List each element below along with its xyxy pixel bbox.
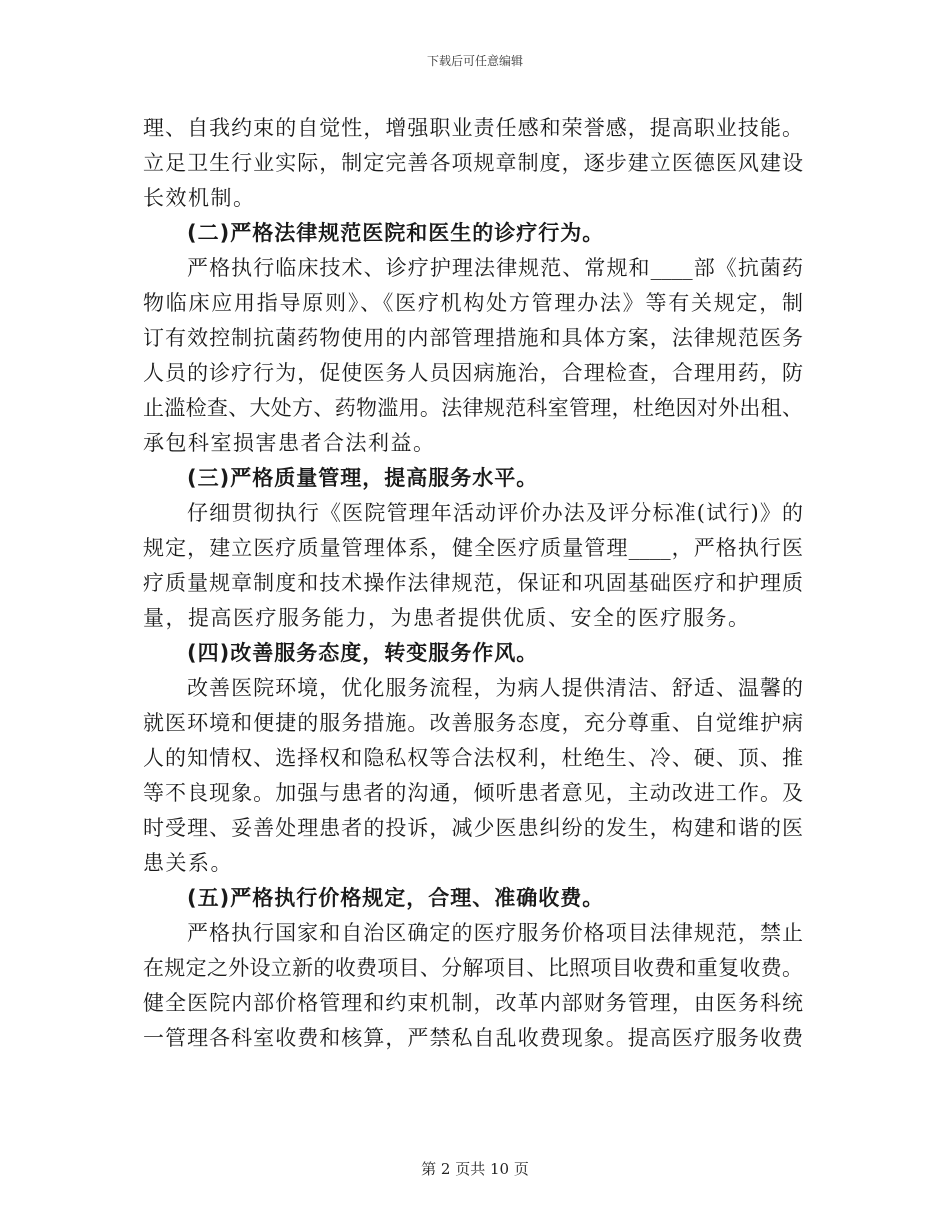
- body-line: 疗质量规章制度和技术操作法律规范，保证和巩固基础医疗和护理质: [143, 571, 803, 595]
- body-line: 立足卫生行业实际，制定完善各项规章制度，逐步建立医德医风建设: [143, 151, 803, 175]
- body-line: 时受理、妥善处理患者的投诉，减少医患纠纷的发生，构建和谐的医: [143, 816, 803, 840]
- body-line: 规定，建立医疗质量管理体系，健全医疗质量管理____，严格执行医: [143, 536, 803, 560]
- body-line: 在规定之外设立新的收费项目、分解项目、比照项目收费和重复收费。: [143, 956, 803, 980]
- body-line: 健全医院内部价格管理和约束机制，改革内部财务管理，由医务科统: [143, 991, 803, 1015]
- body-line: 一管理各科室收费和核算，严禁私自乱收费现象。提高医疗服务收费: [143, 1026, 803, 1050]
- page-footer: 第 2 页共 10 页: [421, 1160, 529, 1178]
- body-line: 理、自我约束的自觉性，增强职业责任感和荣誉感，提高职业技能。: [143, 116, 803, 140]
- body-line: 订有效控制抗菌药物使用的内部管理措施和具体方案，法律规范医务: [143, 326, 803, 350]
- body-line: 仔细贯彻执行《医院管理年活动评价办法及评分标准(试行)》的: [187, 501, 803, 525]
- page-header: 下载后可任意编辑: [426, 54, 523, 68]
- body-line: 严格执行国家和自治区确定的医疗服务价格项目法律规范，禁止: [187, 921, 803, 945]
- body-line: 改善医院环境，优化服务流程，为病人提供清洁、舒适、温馨的: [187, 676, 803, 700]
- body-line: 患关系。: [143, 851, 233, 875]
- body-line: 物临床应用指导原则》、《医疗机构处方管理办法》等有关规定，制: [143, 291, 803, 315]
- body-line: 人员的诊疗行为，促使医务人员因病施治，合理检查，合理用药，防: [143, 361, 803, 385]
- section-heading: (四)改善服务态度，转变服务作风。: [187, 641, 539, 665]
- body-line: 长效机制。: [143, 186, 256, 210]
- document-body: [143, 111, 803, 1056]
- section-heading: (五)严格执行价格规定，合理、准确收费。: [187, 886, 605, 910]
- body-line: 量，提高医疗服务能力，为患者提供优质、安全的医疗服务。: [143, 606, 751, 630]
- body-line: 等不良现象。加强与患者的沟通，倾听患者意见，主动改进工作。及: [143, 781, 803, 805]
- body-line: 承包科室损害患者合法利益。: [143, 431, 436, 455]
- body-line: 就医环境和便捷的服务措施。改善服务态度，充分尊重、自觉维护病: [143, 711, 803, 735]
- section-heading: (三)严格质量管理，提高服务水平。: [187, 466, 539, 490]
- section-heading: (二)严格法律规范医院和医生的诊疗行为。: [187, 221, 605, 245]
- body-line: 人的知情权、选择权和隐私权等合法权利，杜绝生、冷、硬、顶、推: [143, 746, 803, 770]
- body-line: 严格执行临床技术、诊疗护理法律规范、常规和____部《抗菌药: [187, 256, 803, 280]
- body-line: 止滥检查、大处方、药物滥用。法律规范科室管理，杜绝因对外出租、: [143, 396, 803, 420]
